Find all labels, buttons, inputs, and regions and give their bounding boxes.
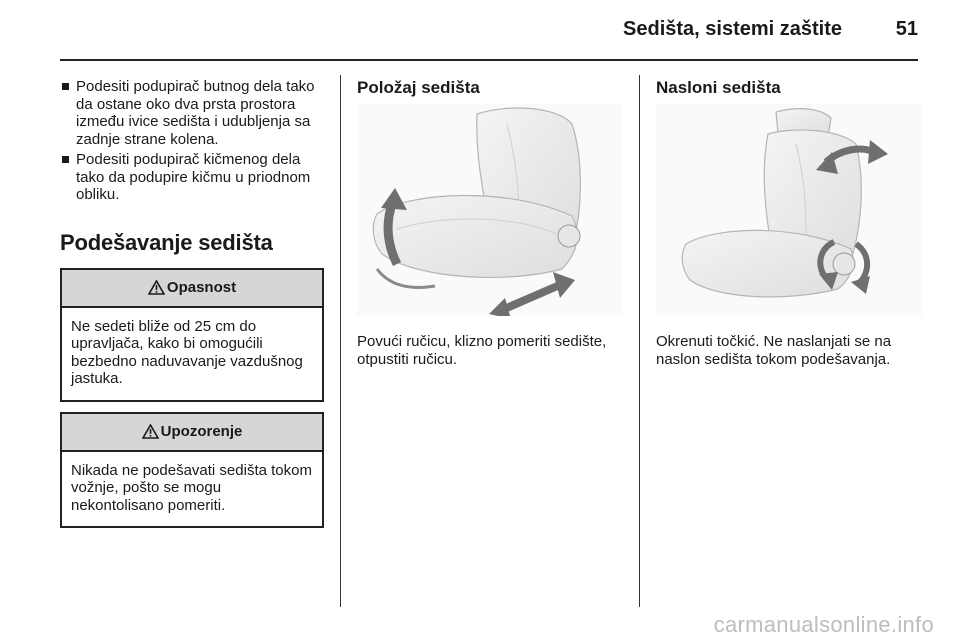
column-divider-1 [340,75,341,607]
danger-box-header [62,270,322,308]
seat-position-caption: Povući ručicu, klizno pomeriti sedište, otpustiti ručicu. [357,333,607,368]
page-number: 51 [895,18,918,40]
list-item: Podesiti podupirač kičmenog dela tako da podupire kičmu u priodnom obliku. [60,151,324,204]
column-middle [357,78,627,368]
warning-title: Upozorenje [160,423,243,440]
seat-position-title: Položaj sedišta [357,78,480,97]
warning-text: Nikada ne podešavati sedišta tokom vožnje, pošto se mogu nekontolisano pomeriti. [71,461,312,514]
bullet-square-icon [62,156,69,163]
section-title: Podešavanje sedišta [60,229,273,255]
seat-backrest-caption: Okrenuti točkić. Ne naslanjati se na naslon sedišta tokom podešavanja. [656,333,892,368]
bullet-square-icon [62,83,69,90]
danger-title: Opasnost [166,279,237,296]
seat-slide-illustration [357,104,623,316]
bullet-list [60,78,324,204]
seat-backrest-title: Nasloni sedišta [656,78,781,97]
danger-text: Ne sedeti bliže od 25 cm do upravljača, kako bi omogućili bezbedno naduvavanje vazdušnog jastuka. [71,317,303,387]
list-item: Podesiti podupirač butnog dela tako da ostane oko dva prsta prostora između ivice sedišta i udubljenja sa zadnje strane kolena. [60,78,324,148]
danger-box [60,268,324,402]
header-rule [60,59,918,61]
backrest-adjust-illustration [656,104,922,316]
warning-triangle-icon [142,424,159,439]
watermark: carmanualsonline.info [713,612,934,637]
warning-triangle-icon [148,280,165,295]
warning-box-header [62,414,322,452]
column-right [656,78,926,368]
page-header-title: Sedišta, sistemi zaštite [623,18,842,40]
warning-box [60,412,324,529]
column-divider-2 [639,75,640,607]
column-left [60,78,324,538]
